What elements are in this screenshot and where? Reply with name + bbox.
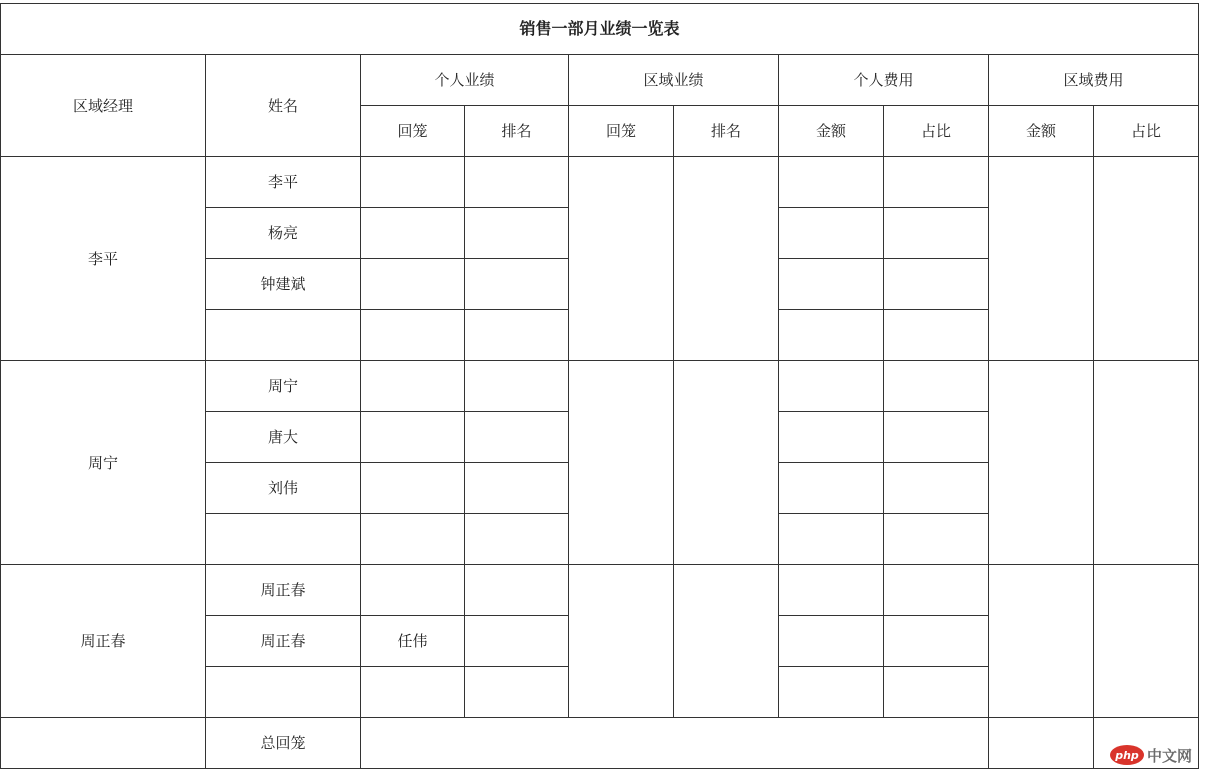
header-region-manager: 区域经理 (1, 55, 206, 157)
member-cell (206, 514, 361, 565)
data-cell (465, 361, 569, 412)
table-row (1, 361, 1199, 412)
header-region-performance: 区域业绩 (569, 55, 779, 106)
member-cell (206, 667, 361, 718)
region-ratio-cell (1094, 361, 1199, 565)
data-cell (779, 616, 884, 667)
data-cell (465, 310, 569, 361)
member-cell: 唐大 (206, 412, 361, 463)
data-cell (884, 157, 989, 208)
data-cell (779, 412, 884, 463)
data-cell (779, 157, 884, 208)
region-collection-cell (569, 565, 674, 718)
data-cell (361, 361, 465, 412)
member-cell: 李平 (206, 157, 361, 208)
total-value-cell (361, 718, 989, 769)
manager-cell: 周宁 (1, 361, 206, 565)
data-cell (361, 514, 465, 565)
table-row (1, 565, 1199, 616)
data-cell (779, 565, 884, 616)
data-cell (465, 259, 569, 310)
subheader-personal-collection: 回笼 (361, 106, 465, 157)
data-cell (884, 310, 989, 361)
data-cell (465, 157, 569, 208)
member-cell: 钟建斌 (206, 259, 361, 310)
data-cell (465, 616, 569, 667)
data-cell (361, 463, 465, 514)
subheader-region-ratio: 占比 (1094, 106, 1199, 157)
header-row-1 (1, 55, 1199, 106)
data-cell (361, 208, 465, 259)
region-ratio-cell (1094, 157, 1199, 361)
subheader-personal-amount: 金额 (779, 106, 884, 157)
header-region-expense: 区域费用 (989, 55, 1199, 106)
header-name: 姓名 (206, 55, 361, 157)
data-cell (465, 412, 569, 463)
member-cell: 周正春 (206, 616, 361, 667)
subheader-region-collection: 回笼 (569, 106, 674, 157)
total-label: 总回笼 (206, 718, 361, 769)
data-cell (779, 463, 884, 514)
subheader-region-rank: 排名 (674, 106, 779, 157)
data-cell (884, 361, 989, 412)
data-cell (465, 208, 569, 259)
data-cell (779, 667, 884, 718)
table-row (1, 157, 1199, 208)
data-cell (884, 412, 989, 463)
region-rank-cell (674, 157, 779, 361)
data-cell (465, 667, 569, 718)
header-personal-performance: 个人业绩 (361, 55, 569, 106)
total-empty-cell (1, 718, 206, 769)
data-cell (361, 310, 465, 361)
region-ratio-cell (1094, 565, 1199, 718)
table-title: 销售一部月业绩一览表 (1, 4, 1199, 55)
data-cell (779, 514, 884, 565)
region-collection-cell (569, 361, 674, 565)
region-collection-cell (569, 157, 674, 361)
data-cell (779, 259, 884, 310)
member-cell (206, 310, 361, 361)
data-cell (884, 208, 989, 259)
header-personal-expense: 个人费用 (779, 55, 989, 106)
subheader-personal-rank: 排名 (465, 106, 569, 157)
sales-performance-table (0, 3, 1199, 769)
data-cell (361, 157, 465, 208)
data-cell (465, 463, 569, 514)
data-cell (465, 514, 569, 565)
region-amount-cell (989, 157, 1094, 361)
data-cell-extra: 任伟 (361, 616, 465, 667)
member-cell: 周正春 (206, 565, 361, 616)
watermark-text: 中文网 (1147, 746, 1193, 765)
manager-cell: 李平 (1, 157, 206, 361)
total-row (1, 718, 1199, 769)
subheader-personal-ratio: 占比 (884, 106, 989, 157)
member-cell: 杨亮 (206, 208, 361, 259)
data-cell (779, 208, 884, 259)
data-cell (884, 565, 989, 616)
manager-cell: 周正春 (1, 565, 206, 718)
data-cell (361, 565, 465, 616)
data-cell (361, 667, 465, 718)
data-cell (884, 259, 989, 310)
region-rank-cell (674, 361, 779, 565)
member-cell: 刘伟 (206, 463, 361, 514)
data-cell (465, 565, 569, 616)
member-cell: 周宁 (206, 361, 361, 412)
data-cell (779, 361, 884, 412)
data-cell (361, 412, 465, 463)
data-cell (884, 616, 989, 667)
region-amount-cell (989, 361, 1094, 565)
region-rank-cell (674, 565, 779, 718)
data-cell (884, 667, 989, 718)
title-row (1, 4, 1199, 55)
total-region-amount-cell (989, 718, 1094, 769)
data-cell (884, 514, 989, 565)
site-watermark (1110, 742, 1200, 768)
data-cell (779, 310, 884, 361)
subheader-region-amount: 金额 (989, 106, 1094, 157)
data-cell (884, 463, 989, 514)
data-cell (361, 259, 465, 310)
php-logo-icon: php (1110, 745, 1144, 765)
region-amount-cell (989, 565, 1094, 718)
